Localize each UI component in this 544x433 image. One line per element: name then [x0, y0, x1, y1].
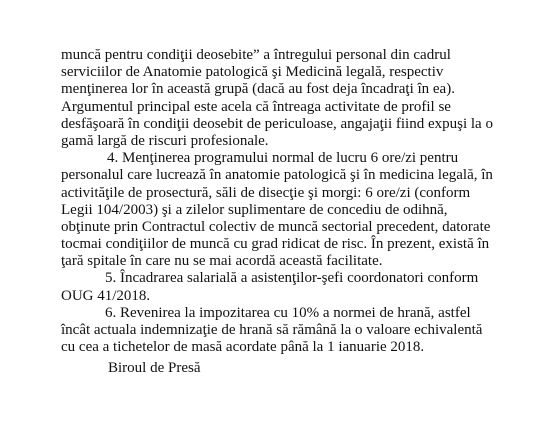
text-line: cu cea a tichetelor de masă acordate până la 1 ianuarie 2018. — [61, 339, 425, 356]
text-line: gamă largă de riscuri profesionale. — [61, 132, 269, 149]
paragraph-4 — [61, 150, 491, 270]
text-line: 4. Menţinerea programului normal de lucru 6 ore/zi pentru — [107, 150, 459, 167]
text-line: ţară spitale în care nu se mai acordă această facilitate. — [61, 253, 383, 270]
text-line: muncă pentru condiţii deosebite” a întregului personal din cadrul — [61, 47, 451, 63]
text-line: desfăşoară în condiţii deosebit de periculoase, angajaţii fiind expuşi la o — [61, 115, 493, 132]
signature: Biroul de Presă — [108, 360, 201, 376]
text-line: încât actuala indemnizaţie de hrană să rămână la o valoare echivalentă — [61, 322, 483, 338]
paragraph-6 — [61, 305, 491, 357]
text-line: menţinerea lor în această grupă (dacă au fost deja încadraţi în ea). — [61, 81, 455, 98]
text-line: serviciilor de Anatomie patologică şi Medicină legală, respectiv — [61, 64, 444, 81]
text-line: 5. Încadrarea salarială a asistenţilor-şefi coordonatori conform — [105, 270, 479, 287]
paragraph-3-continued — [61, 47, 491, 150]
text-line: obţinute prin Contractul colectiv de muncă sectorial precedent, datorate — [61, 218, 491, 235]
text-line: OUG 41/2018. — [61, 287, 151, 304]
text-line: tocmai condiţiilor de muncă cu grad ridicat de risc. În prezent, există în — [61, 236, 490, 253]
text-line: Legii 104/2003) şi a zilelor suplimentare de concediu de odihnă, — [61, 201, 448, 218]
paragraph-5 — [61, 270, 491, 304]
text-line: personalul care lucrează în anatomie patologică şi în medicina legală, în — [61, 167, 493, 184]
text-line: activităţile de prosectură, săli de disecţie şi morgi: 6 ore/zi (conform — [61, 184, 471, 201]
document-body — [61, 47, 491, 356]
text-line: 6. Revenirea la impozitarea cu 10% a normei de hrană, astfel — [105, 304, 471, 321]
text-line: Argumentul principal este acela că întreaga activitate de profil se — [61, 98, 451, 115]
